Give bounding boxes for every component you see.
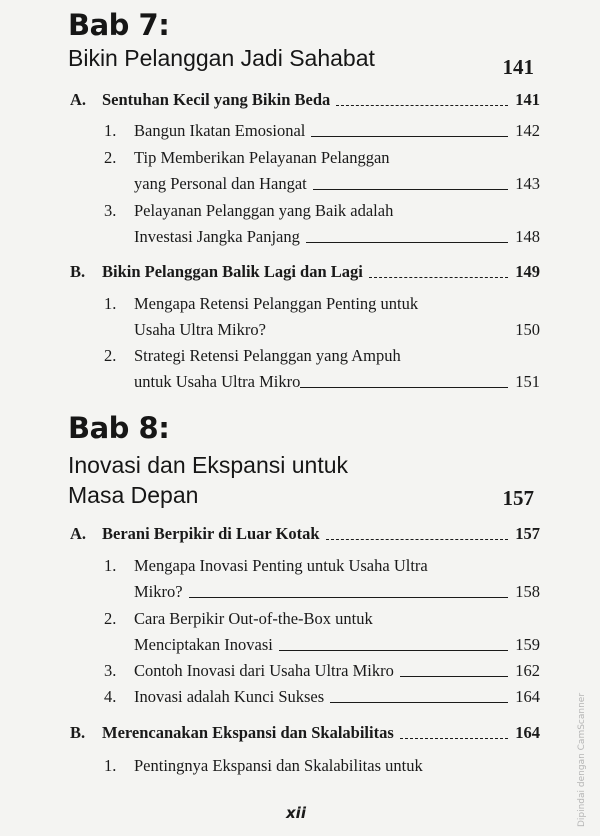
- item-number: 1.: [104, 756, 117, 775]
- section-page: 149: [515, 262, 540, 281]
- toc-item-continuation[interactable]: [134, 372, 540, 392]
- item-number: 2.: [104, 609, 117, 628]
- section-title: Bikin Pelanggan Balik Lagi dan Lagi: [102, 262, 363, 281]
- toc-item[interactable]: [104, 556, 540, 576]
- item-page: 159: [515, 635, 540, 654]
- toc-item-continuation[interactable]: [134, 635, 540, 655]
- dot-leader: [336, 104, 508, 106]
- toc-item[interactable]: [104, 294, 540, 314]
- item-page: 142: [515, 121, 540, 140]
- item-title: Pelayanan Pelanggan yang Baik adalah: [134, 201, 394, 220]
- leader-line: [300, 386, 508, 388]
- toc-item-continuation[interactable]: [134, 320, 540, 340]
- toc-section[interactable]: [70, 90, 540, 110]
- item-number: 3.: [104, 201, 117, 220]
- leader-line: [279, 649, 508, 651]
- item-number: 2.: [104, 346, 117, 365]
- leader-line: [400, 675, 508, 677]
- item-page: 162: [515, 661, 540, 680]
- item-title: Strategi Retensi Pelanggan yang Ampuh: [134, 346, 401, 365]
- watermark-text: Dipindai dengan CamScanner: [577, 692, 588, 828]
- item-title: Tip Memberikan Pelayanan Pelanggan: [134, 148, 390, 167]
- leader-line: [189, 596, 508, 598]
- toc-section[interactable]: [70, 262, 540, 282]
- chapter-page-number: 157: [502, 486, 534, 510]
- toc-item-continuation[interactable]: [134, 582, 540, 602]
- section-page: 157: [515, 524, 540, 543]
- leader-line: [311, 135, 508, 137]
- item-title: Contoh Inovasi dari Usaha Ultra Mikro: [134, 661, 394, 680]
- toc-item[interactable]: [104, 121, 540, 141]
- toc-item[interactable]: [104, 201, 540, 221]
- section-letter: B.: [70, 262, 86, 281]
- item-title-cont: Usaha Ultra Mikro?: [134, 320, 266, 339]
- item-title-cont: Investasi Jangka Panjang: [134, 227, 300, 246]
- toc-item[interactable]: [104, 687, 540, 707]
- section-letter: A.: [70, 90, 87, 109]
- section-page: 141: [515, 90, 540, 109]
- item-number: 4.: [104, 687, 117, 706]
- item-title-cont: untuk Usaha Ultra Mikro: [134, 372, 301, 391]
- dot-leader: [326, 538, 508, 540]
- item-title: Pentingnya Ekspansi dan Skalabilitas untuk: [134, 756, 423, 775]
- item-page: 164: [515, 687, 540, 706]
- leader-space: [272, 334, 508, 336]
- item-page: 158: [515, 582, 540, 601]
- section-title: Sentuhan Kecil yang Bikin Beda: [102, 90, 331, 109]
- item-title: Inovasi adalah Kunci Sukses: [134, 687, 325, 706]
- toc-item[interactable]: [104, 756, 540, 776]
- item-title-cont: yang Personal dan Hangat: [134, 174, 307, 193]
- toc-item-continuation[interactable]: [134, 227, 540, 247]
- item-page: 143: [515, 174, 540, 193]
- dot-leader: [400, 737, 508, 739]
- chapter-title-cont: Masa Depan: [68, 482, 199, 508]
- toc-item[interactable]: [104, 148, 540, 168]
- item-title: Cara Berpikir Out-of-the-Box untuk: [134, 609, 373, 628]
- item-number: 1.: [104, 556, 117, 575]
- page-number-footer: xii: [286, 804, 306, 822]
- section-letter: A.: [70, 524, 87, 543]
- item-title: Mengapa Inovasi Penting untuk Usaha Ultra: [134, 556, 428, 575]
- item-page: 151: [515, 372, 540, 391]
- dot-leader: [369, 276, 508, 278]
- section-page: 164: [515, 723, 540, 742]
- section-title: Merencanakan Ekspansi dan Skalabilitas: [102, 723, 394, 742]
- chapter-title: Inovasi dan Ekspansi untuk: [68, 452, 349, 478]
- leader-line: [306, 241, 508, 243]
- leader-line: [313, 188, 508, 190]
- item-number: 3.: [104, 661, 117, 680]
- toc-item[interactable]: [104, 346, 540, 366]
- chapter-page-number: 141: [502, 55, 534, 79]
- section-title: Berani Berpikir di Luar Kotak: [102, 524, 320, 543]
- item-number: 1.: [104, 294, 117, 313]
- item-number: 2.: [104, 148, 117, 167]
- item-number: 1.: [104, 121, 117, 140]
- item-page: 150: [515, 320, 540, 339]
- scanner-watermark: [574, 690, 590, 830]
- item-title: Mengapa Retensi Pelanggan Penting untuk: [134, 294, 419, 313]
- chapter-title: Bikin Pelanggan Jadi Sahabat: [68, 45, 375, 71]
- toc-item[interactable]: [104, 661, 540, 681]
- toc-item[interactable]: [104, 609, 540, 629]
- item-page: 148: [515, 227, 540, 246]
- toc-item-continuation[interactable]: [134, 174, 540, 194]
- leader-line: [330, 701, 508, 703]
- section-letter: B.: [70, 723, 86, 742]
- item-title-cont: Menciptakan Inovasi: [134, 635, 273, 654]
- toc-section[interactable]: [70, 723, 540, 743]
- toc-section[interactable]: [70, 524, 540, 544]
- item-title: Bangun Ikatan Emosional: [134, 121, 306, 140]
- item-title-cont: Mikro?: [134, 582, 183, 601]
- chapter-label: Bab 7:: [68, 8, 170, 42]
- chapter-label: Bab 8:: [68, 411, 170, 445]
